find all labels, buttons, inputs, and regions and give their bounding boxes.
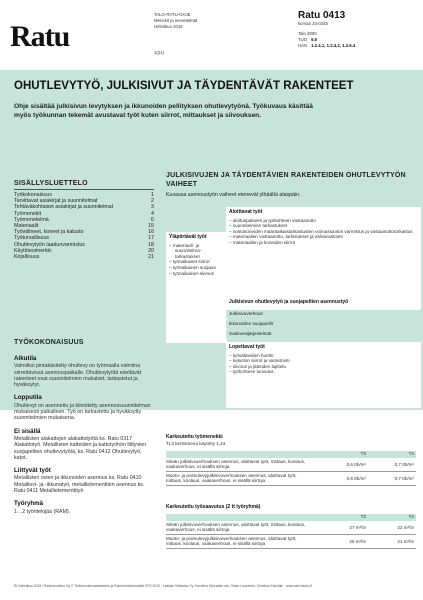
table2-title: Karkeutettu työsaavutus (2 tt työryhmä) — [166, 504, 261, 510]
han-label: HAN — [298, 43, 308, 48]
document-code: Ratu 0413 — [298, 10, 346, 21]
table1-col-t4: T4 — [408, 451, 414, 456]
tyoryhma-heading: Työryhmä — [14, 500, 44, 508]
table2-row2-t3: 26 m²/tv — [349, 538, 366, 544]
ratu-logo: Ratu — [10, 20, 70, 53]
toc-item-page: 4 — [151, 210, 154, 217]
toc-item-label: Ohutlevytyön laadunvarmistus — [14, 241, 85, 248]
overall-work-box — [166, 232, 227, 343]
lopputila-text: Ohutlevyt on asennettu ja kiinnitetty asennussuunnitelman mukaisesti paikalleen. Työ on tarkastettu ja hyväksytty suunnitelmien mukaisena. — [14, 402, 151, 422]
table1-row1-t3: 0,6 tth/m² — [346, 461, 366, 467]
page-title: OHUTLEVYTYÖ, JULKISIVUT JA TÄYDENTÄVÄT RAKENTEET — [14, 80, 354, 92]
table1-subtitle: TL3 kertoimena käytetty 1,24. — [166, 441, 227, 446]
lopputila-heading: Lopputila — [14, 394, 42, 402]
toc-item-page: 3 — [151, 204, 154, 211]
finish-work-title: Lopettavat työt — [229, 344, 265, 350]
toc-item-label: Kirjallisuus — [14, 254, 40, 261]
diagram-heading: JULKISIVUJEN JA TÄYDENTÄVIEN RAKENTEIDEN OHUTLEVYTYÖN VAIHEET — [166, 172, 406, 188]
table-row — [166, 458, 416, 472]
liittyvat-text: Metallisten ovien ja ikkunoiden asennus ks. Ratu 0410 Metalliovi- ja -ikkunatyö, metallielementtien asennus ks. Ratu 0411 Metallielementtityö — [14, 475, 145, 495]
toc-item-label: Työvälineet, koneet ja kalusto — [14, 229, 84, 236]
toc-item-page: 16 — [148, 229, 154, 236]
work-section-body — [14, 349, 154, 515]
main-step-rainwater: Sadevesijärjestelmät — [226, 330, 421, 338]
table1-col-t3: T3 — [360, 451, 366, 456]
toc-rule — [14, 189, 154, 190]
toc-item-label: Käyttöesimerkki — [14, 247, 52, 254]
han-value: 1.2.4.1, 1.2.4.2, 1.2.6.4 — [311, 43, 356, 48]
table1-row1-desc: Sileän julkisivuverhouksen asennus, aloittavat työt, mittaus, koolaus, vaakaverhous, ei sisällä siirtoja — [166, 459, 306, 470]
tuo-value: 6.5 — [311, 37, 318, 42]
table1-row1-t4: 0,7 tth/m² — [394, 461, 414, 467]
replaces-note: korvaa 34-0245 — [298, 21, 328, 26]
table1-title: Karkeutettu työmenekki — [166, 434, 223, 440]
list-item: – suunnitelmien tarkastukset — [235, 223, 418, 229]
header-meta — [154, 12, 197, 30]
alkutila-text: Valmiiksi pintakäsitelty ohutlevy on työmaalla valmiina siirrettävissä asennuspaikalle. Ohutlevytyötä edeltävät rakenteet ovat suunnitelmien mukaiset, tarkastetut ja hyväksytyt. — [14, 363, 142, 389]
liittyvat-heading: Liittyvät työt — [14, 467, 51, 475]
table-row — [166, 472, 416, 486]
ei-sisalla-text: Metallisten alakattojen alakattotyötä ks. Ratu 0317 Alakattotyö. Metallisten katteiden ja kattotyöhön liittyvien suojapeltien ohutlevytyötä, ks. Ratu 0412 Ohutlevytyö, katot. — [14, 435, 147, 461]
toc-item-label: Tarvittavat asiakirjat ja suunnitelmat — [14, 198, 98, 205]
table2-row2-t4: 21 m²/tv — [397, 538, 414, 544]
toc-item — [14, 254, 154, 260]
toc-item-label: Työkokonaisuus — [14, 192, 52, 198]
tuo-label: TUO — [298, 37, 308, 42]
toc-heading: SISÄLLYSLUETTELO — [14, 180, 88, 187]
diagram-intro: Kuvassa asennustyön vaiheet etenevät ylhäältä alaspäin. — [166, 192, 301, 198]
finish-work-box — [226, 342, 421, 408]
header-line3: Helmikuu 2015 — [154, 24, 183, 29]
main-step-window-flashing: Ikkunoiden suojapellit — [226, 320, 421, 328]
toc-item-page: 21 — [148, 254, 154, 261]
toc-item-page: 2 — [151, 198, 154, 205]
table2-row2-desc: Muoto- ja poimulevyjulkisivuverhouksen asennus, aloittavat työt, mittaus, koolaus, vaakaverhous, ei sisällä siirtoja — [166, 535, 297, 547]
tyoryhma-text: 1…2 työntekijää (RAM). — [14, 508, 71, 515]
ei-sisalla-heading: Ei sisällä — [14, 427, 41, 435]
prep-work-list — [229, 218, 418, 246]
table2-col-t4: T4 — [408, 514, 414, 519]
toc-item-label: Materiaalit — [14, 223, 39, 230]
table2-col-t3: T3 — [360, 514, 366, 519]
talo-code: Talo 2000 — [298, 31, 317, 36]
toc-item-label: Työmenekit — [14, 210, 42, 217]
prep-work-title: Aloittavat työt — [229, 209, 263, 215]
table1-row2-t4: 0,7 tth/m² — [394, 475, 414, 481]
toc-item-page: 6 — [151, 216, 154, 223]
table-row — [166, 535, 416, 549]
list-item: – työnaikaiset siirrot — [175, 259, 224, 265]
list-item: – siivous ja jätteiden lajittelu — [235, 364, 418, 370]
table-row — [166, 521, 416, 535]
toc-item-label: Työturvallisuus — [14, 235, 50, 242]
main-step-cladding: Julkisivuverhous — [226, 310, 421, 318]
list-item: – materiaali- ja suunnitelma-tarkastukset — [175, 243, 224, 260]
main-work-title: Julkisivun ohutlevytyö ja suojapeltien asennustyö — [229, 299, 349, 305]
table2-row1-t3: 27 m²/tv — [349, 524, 366, 530]
header-code-block — [298, 10, 359, 49]
list-item: – kaluston siirrot ja varastointi — [235, 358, 418, 364]
toc-item-page: 17 — [148, 235, 154, 242]
page-number: 1(21) — [154, 50, 165, 55]
overall-work-title: Yläpiirtävät työt — [169, 234, 207, 240]
lead-paragraph: Ohje sisältää julkisivun levytyksen ja ikkunoiden pellityksen ohutlevytyönä. Työkuvaus käsittää myös työkunnan tekemät avustavat työt kuten siirrot, mittaukset ja siivouksen. — [14, 103, 313, 119]
list-item: – työnaikainen suojaus — [175, 265, 224, 271]
list-item: – työvälineiden huolto — [235, 353, 418, 359]
toc-item-label: Työmenetelmä — [14, 216, 49, 223]
header-line2: Menekit ja menetelmät — [154, 18, 198, 23]
table2-row1-t4: 22 m²/tv — [397, 524, 414, 530]
table2-row1-desc: Sileän julkisivuverhouksen asennus, aloittavat työt, mittaus, koolaus, vaakaverhous, ei sisällä siirtoja — [166, 522, 306, 533]
alkutila-heading: Alkutila — [14, 355, 37, 362]
table2-header — [166, 514, 416, 521]
prep-work-box — [226, 207, 421, 301]
toc-item-page: 15 — [148, 223, 154, 230]
table1-row2-desc: Muoto- ja poimulevyjulkisivuverhouksen asennus, aloittavat työt, mittaus, koolaus, vaakaverhous, ei sisällä siirtoja — [166, 472, 297, 484]
toc-item-page: 1 — [151, 192, 154, 198]
table-of-contents — [14, 192, 154, 260]
table1-row2-t3: 0,6 tth/m² — [346, 475, 366, 481]
list-item: – nostokoneiden määräaikaistarkastusten voimassaolon varmistus ja vastaanottotarkastus — [235, 229, 418, 235]
list-item: – työnaikainen siivous — [175, 271, 224, 277]
list-item: – aloituspalaveri ja työkohteen vastaanotto — [235, 218, 418, 224]
table2 — [166, 514, 416, 549]
header-line1: TALO-RATU-OHJE — [154, 12, 191, 17]
work-section-heading: TYÖKOKONAISUUS — [14, 339, 84, 346]
overall-work-list — [169, 243, 224, 277]
table1 — [166, 451, 416, 486]
toc-item-label: Tehtäväkohtaiset asiakirjat ja suunnitelmat — [14, 204, 114, 211]
toc-item-page: 18 — [148, 241, 154, 248]
list-item: – työkohteen luovutus — [235, 369, 418, 375]
finish-work-list — [229, 353, 418, 375]
page-footer: RL/Helmikuu 2015 / Rakennustieto Oy © Tietoinnolarvaasuttavien ja Rakennustietosäätiö RTS 2015 · Laatijat: Mittaviva Oy, Karoliina Kilovalder ota, Oskar Lantomen, Christian Kisimäki · www.ratu-haeku.fi — [14, 584, 313, 588]
list-item: – materiaalien vastaanotto, tarkistukset ja välivarastointi — [235, 234, 418, 240]
list-item: – materiaalien ja koneiden siirrot — [235, 240, 418, 246]
table1-header — [166, 451, 416, 458]
toc-item-page: 20 — [148, 247, 154, 254]
